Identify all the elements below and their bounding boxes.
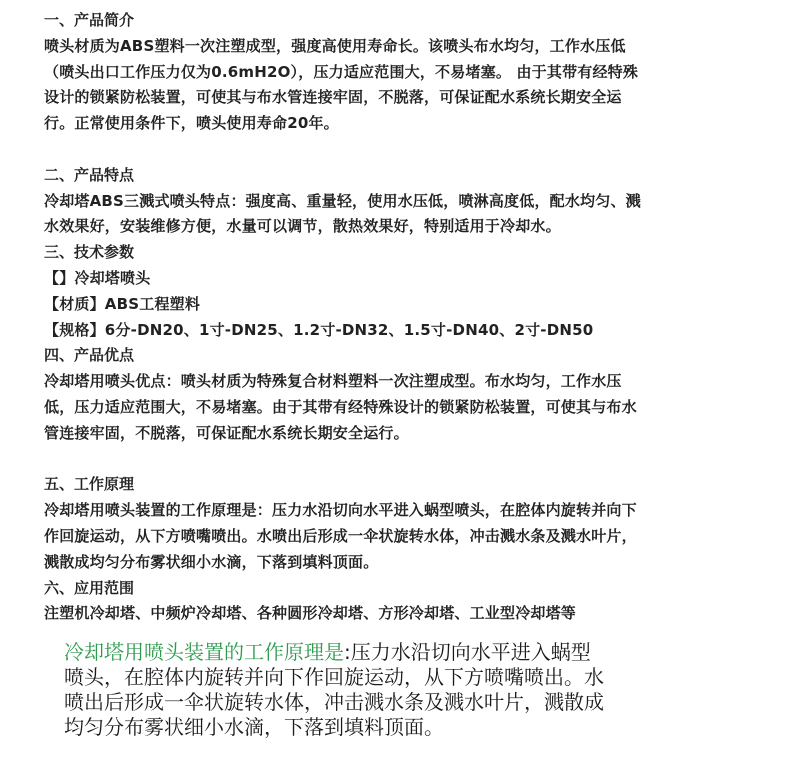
advantages-line: 管连接牢固，不脱落，可保证配水系统长期安全运行。 xyxy=(44,423,409,442)
principle-line: 作回旋运动，从下方喷嘴喷出。水喷出后形成一伞状旋转水体，冲击溅水条及溅水叶片， xyxy=(44,526,637,545)
intro-line: 行。正常使用条件下，喷头使用寿命20年。 xyxy=(44,114,339,133)
summary-lead: 冷却塔用喷头装置的工作原理是 xyxy=(64,640,344,664)
principle-line: 溅散成均匀分布雾状细小水滴，下落到填料顶面。 xyxy=(44,552,379,571)
applications-line: 注塑机冷却塔、中频炉冷却塔、各种圆形冷却塔、方形冷却塔、工业型冷却塔等 xyxy=(44,604,577,623)
spacer xyxy=(44,137,772,163)
section-heading-principle: 五、工作原理 xyxy=(44,475,135,494)
params-line: 【】冷却塔喷头 xyxy=(44,268,151,287)
product-description xyxy=(44,8,772,627)
principle-summary xyxy=(64,640,764,740)
principle-line: 冷却塔用喷头装置的工作原理是：压力水沿切向水平进入蜗型喷头，在腔体内旋转并向下 xyxy=(44,501,637,520)
section-heading-applications: 六、应用范围 xyxy=(44,578,135,597)
summary-line: 喷出后形成一伞状旋转水体，冲击溅水条及溅水叶片，溅散成 xyxy=(64,690,604,714)
spacer xyxy=(44,447,772,473)
section-heading-params: 三、技术参数 xyxy=(44,243,135,262)
intro-line: 设计的锁紧防松装置，可使其与布水管连接牢固，不脱落，可保证配水系统长期安全运 xyxy=(44,88,622,107)
section-heading-features: 二、产品特点 xyxy=(44,165,135,184)
intro-line: 喷头材质为ABS塑料一次注塑成型，强度高使用寿命长。该喷头布水均匀，工作水压低 xyxy=(44,36,626,55)
advantages-line: 冷却塔用喷头优点：喷头材质为特殊复合材料塑料一次注塑成型。布水均匀，工作水压 xyxy=(44,372,622,391)
intro-line: （喷头出口工作压力仅为0.6mH2O），压力适应范围大，不易堵塞。 由于其带有经特殊 xyxy=(44,62,639,81)
params-line: 【规格】6分-DN20、1寸-DN25、1.2寸-DN32、1.5寸-DN40、2寸-DN50 xyxy=(44,320,594,339)
section-heading-advantages: 四、产品优点 xyxy=(44,346,135,365)
advantages-line: 低，压力适应范围大，不易堵塞。由于其带有经特殊设计的锁紧防松装置，可使其与布水 xyxy=(44,397,637,416)
section-heading-intro: 一、产品简介 xyxy=(44,11,135,29)
summary-line xyxy=(64,640,764,665)
features-line: 冷却塔ABS三溅式喷头特点：强度高、重量轻，使用水压低，喷淋高度低，配水均匀、溅 xyxy=(44,191,641,210)
features-line: 水效果好，安装维修方便，水量可以调节，散热效果好，特别适用于冷却水。 xyxy=(44,217,561,236)
params-line: 【材质】ABS工程塑料 xyxy=(44,294,201,313)
summary-line: 喷头，在腔体内旋转并向下作回旋运动，从下方喷嘴喷出。水 xyxy=(64,665,604,689)
summary-line-1-rest: :压力水沿切向水平进入蜗型 xyxy=(344,640,591,664)
summary-line: 均匀分布雾状细小水滴，下落到填料顶面。 xyxy=(64,715,444,739)
